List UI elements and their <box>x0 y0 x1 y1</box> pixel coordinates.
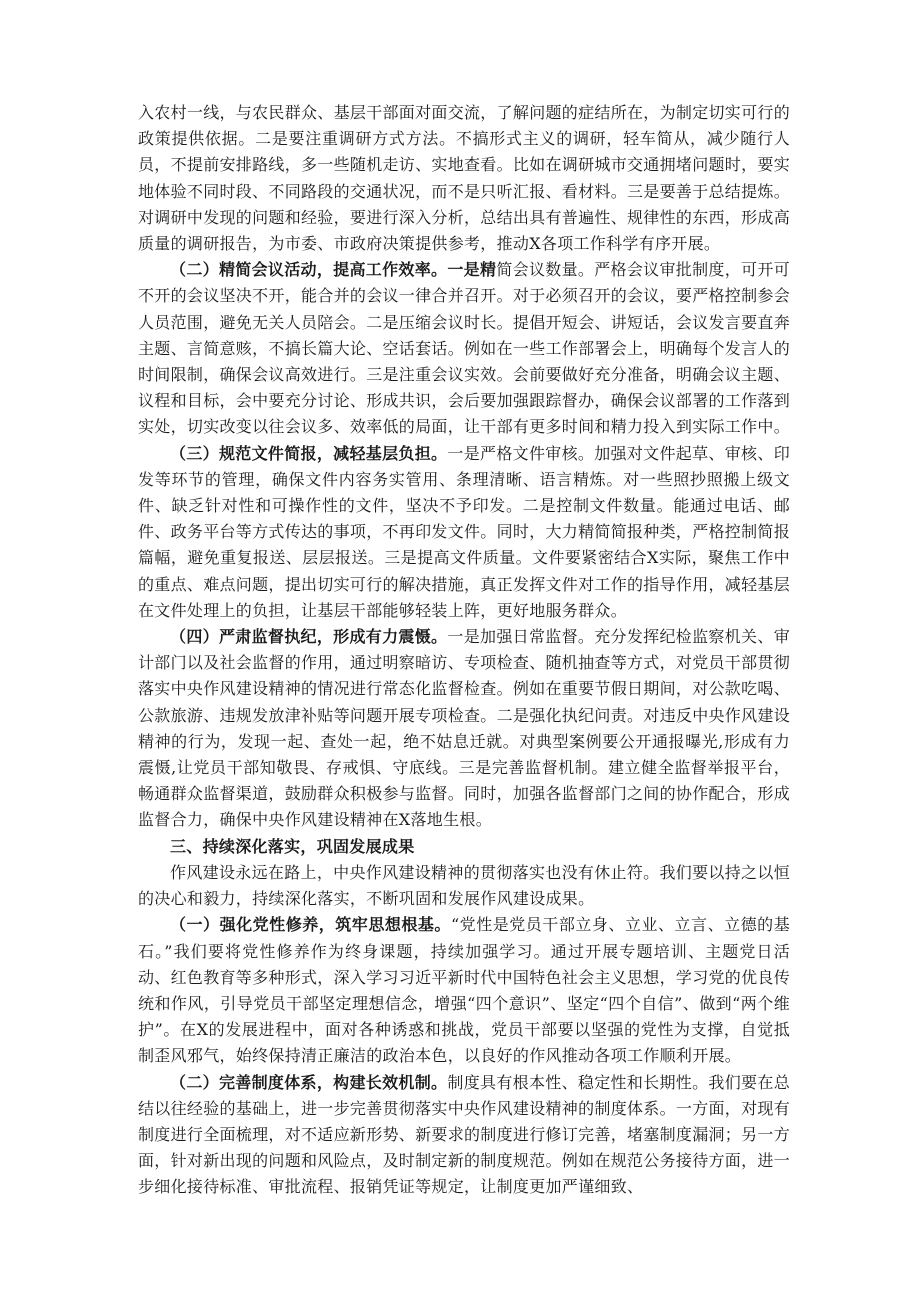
paragraph-1 <box>138 100 790 257</box>
paragraph-7-heading: （一）强化党性修养，筑牢思想根基。 <box>170 915 451 935</box>
paragraph-4-heading: （四）严肃监督执纪，形成有力震慑。 <box>170 627 448 647</box>
paragraph-8-heading: （二）完善制度体系，构建长效机制。 <box>170 1072 448 1092</box>
paragraph-3 <box>138 441 790 624</box>
paragraph-2-heading: （二）精简会议活动，提高工作效率。一是精 <box>170 260 497 280</box>
paragraph-3-text: 一是严格文件审核。加强对文件起草、审核、印发等环节的管理，确保文件内容务实管用、条理清晰、语言精炼。对一些照抄照搬上级文件、缺乏针对性和可操作性的文件，坚决不予印发。二是控制文件数量。能通过电话、邮件、政务平台等方式传达的事项，不再印发文件。同时，大力精简简报种类，严格控制简报篇幅，避免重复报送、层层报送。三是提高文件质量。文件要紧密结合X实际，聚焦工作中的重点、难点问题，提出切实可行的解决措施，真正发挥文件对工作的指导作用，减轻基层在文件处理上的负担，让基层干部能够轻装上阵，更好地服务群众。 <box>138 443 791 620</box>
paragraph-6 <box>138 860 790 912</box>
paragraph-1-text: 入农村一线，与农民群众、基层干部面对面交流，了解问题的症结所在，为制定切实可行的政策提供依据。二是要注重调研方式方法。不搞形式主义的调研，轻车简从，减少随行人员，不提前安排路线，多一些随机走访、实地查看。比如在调研城市交通拥堵问题时，要实地体验不同时段、不同路段的交通状况，而不是只听汇报、看材料。三是要善于总结提炼。对调研中发现的问题和经验，要进行深入分析，总结出具有普遍性、规律性的东西，形成高质量的调研报告，为市委、市政府决策提供参考，推动X各项工作科学有序开展。 <box>138 103 791 254</box>
section-heading-3 <box>138 834 790 860</box>
paragraph-7 <box>138 912 790 1069</box>
paragraph-8-text: 制度具有根本性、稳定性和长期性。我们要在总结以往经验的基础上，进一步完善贯彻落实中央作风建设精神的制度体系。一方面，对现有制度进行全面梳理，对不适应新形势、新要求的制度进行修订完善，堵塞制度漏洞；另一方面，针对新出现的问题和风险点，及时制定新的制度规范。例如在规范公务接待方面，进一步细化接待标准、审批流程、报销凭证等规定，让制度更加严谨细致、 <box>138 1072 791 1197</box>
paragraph-4-text: 一是加强日常监督。充分发挥纪检监察机关、审计部门以及社会监督的作用，通过明察暗访、专项检查、随机抽查等方式，对党员干部贯彻落实中央作风建设精神的情况进行常态化监督检查。例如在重要节假日期间，对公款吃喝、公款旅游、违规发放津补贴等问题开展专项检查。二是强化执纪问责。对违反中央作风建设精神的行为，发现一起、查处一起，绝不姑息迁就。对典型案例要公开通报曝光,形成有力震慑,让党员干部知敬畏、存戒惧、守底线。三是完善监督机制。建立健全监督举报平台，畅通群众监督渠道，鼓励群众积极参与监督。同时，加强各监督部门之间的协作配合，形成监督合力，确保中央作风建设精神在X落地生根。 <box>138 627 791 830</box>
paragraph-6-text: 作风建设永远在路上，中央作风建设精神的贯彻落实也没有休止符。我们要以持之以恒的决心和毅力，持续深化落实，不断巩固和发展作风建设成果。 <box>138 862 790 909</box>
paragraph-2-text: 简会议数量。严格会议审批制度，可开可不开的会议坚决不开，能合并的会议一律合并召开。对于必须召开的会议，要严格控制参会人员范围，避免无关人员陪会。二是压缩会议时长。提倡开短会、讲短话，会议发言要直奔主题、言简意赅，不搞长篇大论、空话套话。例如在一些工作部署会上，明确每个发言人的时间限制，确保会议高效进行。三是注重会议实效。会前要做好充分准备，明确会议主题、议程和目标，会中要充分讨论、形成共识，会后要加强跟踪督办，确保会议部署的工作落到实处，切实改变以往会议多、效率低的局面，让干部有更多时间和精力投入到实际工作中。 <box>138 260 791 437</box>
paragraph-2 <box>138 257 790 440</box>
document-page <box>138 100 790 1201</box>
paragraph-3-heading: （三）规范文件简报，减轻基层负担。 <box>170 443 448 463</box>
paragraph-8 <box>138 1070 790 1201</box>
section-heading-3-text: 三、持续深化落实，巩固发展成果 <box>170 836 415 856</box>
paragraph-4 <box>138 624 790 834</box>
paragraph-7-text: “党性是党员干部立身、立业、立言、立德的基石。”我们要将党性修养作为终身课题，持续加强学习。通过开展专题培训、主题党日活动、红色教育等多种形式，深入学习习近平新时代中国特色社会主义思想，学习党的优良传统和作风，引导党员干部坚定理想信念，增强“四个意识”、坚定“四个自信”、做到“两个维护”。在X的发展进程中，面对各种诱惑和挑战，党员干部要以坚强的党性为支撑，自觉抵制歪风邪气，始终保持清正廉洁的政治本色，以良好的作风推动各项工作顺利开展。 <box>138 915 791 1066</box>
